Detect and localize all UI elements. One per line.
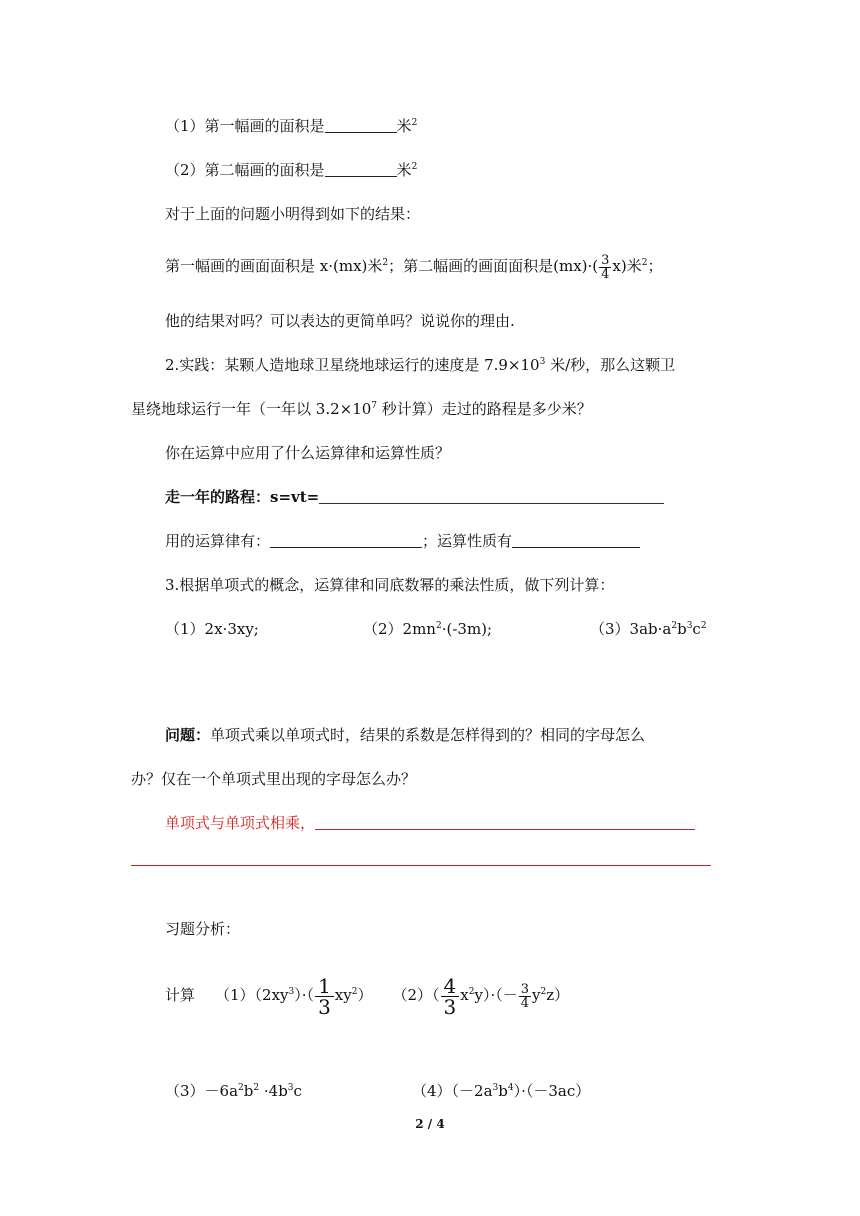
question-1-text: （1）第一幅画的面积是 [165, 117, 325, 135]
answer-blank[interactable] [270, 533, 422, 548]
fraction: $\frac{3}{4}$ [520, 981, 529, 1011]
paragraph: 3.根据单项式的概念，运算律和同底数幂的乘法性质，做下列计算： [165, 576, 615, 594]
fraction: $\frac{4}{3}$ [441, 976, 460, 1017]
answer-blank[interactable] [319, 489, 664, 504]
question-2: （2）第二幅画的面积是 米$^2$ [165, 161, 418, 179]
answer-blank-line[interactable] [131, 865, 711, 866]
fraction: $\frac{3}{4}$ [601, 252, 610, 282]
answer-blank[interactable] [315, 815, 695, 830]
answer-blank[interactable] [512, 533, 640, 548]
practice-line-2: 星绕地球运行一年（一年以 $3.2\times 10^7$ 秒计算）走过的路程是多少米？ [131, 400, 592, 418]
exercise-4-4: $(4)(-2a^3b^4)\cdot(-3ac)$ [412, 1082, 591, 1100]
distance-line: 走一年的路程：s=vt= [165, 487, 664, 507]
answer-blank[interactable] [325, 118, 397, 133]
question-1: （1）第一幅画的面积是 米$^2$ [165, 117, 418, 135]
question-line-2: 办？仅在一个单项式里出现的字母怎么办？ [131, 770, 417, 788]
laws-line: 用的运算律有： ；运算性质有 [165, 531, 640, 551]
exercise-1: （1）2x·3xy; [165, 620, 259, 638]
exercise-4-3: $(3)-6a^2b^2 \cdot 4b^3c$ [165, 1082, 302, 1100]
rule-line: 单项式与单项式相乘， [165, 813, 695, 833]
exercise-2: $(2)2mn^2\cdot(-3m)$; [363, 620, 493, 638]
page-number: 2 / 4 [415, 1117, 445, 1131]
paragraph: 他的结果对吗？可以表达的更简单吗？说说你的理由. [165, 312, 515, 330]
paragraph: 你在运算中应用了什么运算律和运算性质？ [165, 444, 451, 462]
exercise-title: 习题分析： [165, 920, 241, 938]
question-line-1: 问题：单项式乘以单项式时，结果的系数是怎样得到的？相同的字母怎么 [165, 726, 646, 744]
paragraph: 对于上面的问题小明得到如下的结果： [165, 205, 421, 223]
calc-line: 计算 $(1)(2xy^3)\cdot$（ $\frac{1}{3}$ $xy^2$） （2）（ $\frac{4}{3}$ $x^2y)\cdot(-$ $\frac{3}{4}$ $y^2z$） [165, 973, 570, 1019]
exercise-3: $(3)3ab\cdot a^2b^3c^2$ [590, 620, 707, 638]
question-2-text: （2）第二幅画的面积是 [165, 161, 325, 179]
answer-blank[interactable] [325, 162, 397, 177]
practice-line-1: 2.实践：某颗人造地球卫星绕地球运行的速度是 $7.9\times 10^3$ 米/秒，那么这颗卫 [165, 356, 676, 374]
fraction: $\frac{1}{3}$ [315, 976, 334, 1017]
xiaoming-result: 第一幅画的画面面积是 x·(mx)米$^2$；第二幅画的画面面积是(mx)·( $\frac{3}{4}$ x)米$^2$； [165, 252, 663, 282]
